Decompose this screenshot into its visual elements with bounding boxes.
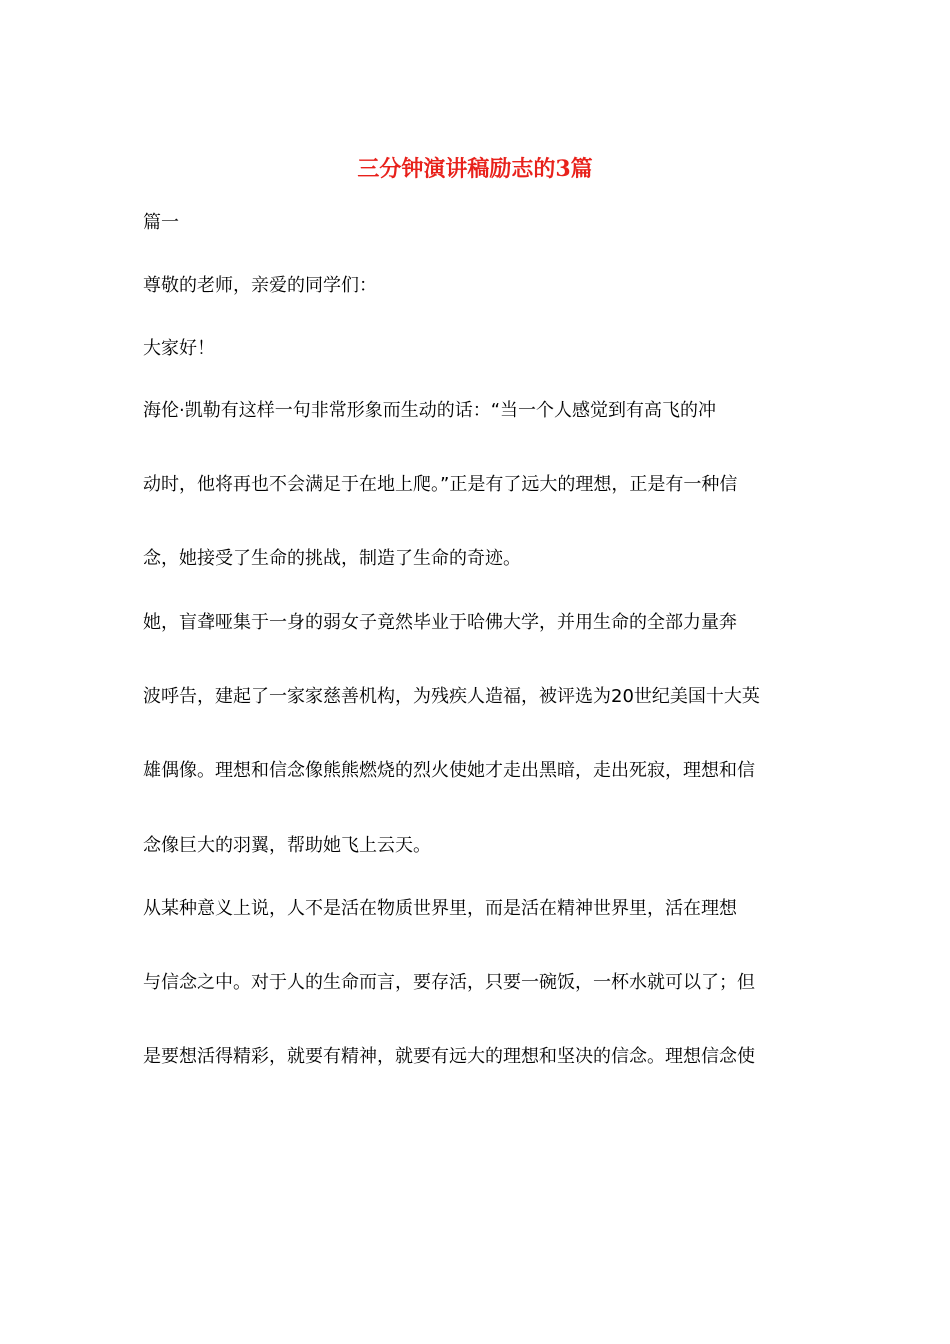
paragraph-line: 动时，他将再也不会满足于在地上爬。”正是有了远大的理想，正是有一种信 xyxy=(143,474,738,495)
paragraph-line: 与信念之中。对于人的生命而言，要存活，只要一碗饭，一杯水就可以了；但 xyxy=(143,972,755,993)
paragraph-line: 从某种意义上说，人不是活在物质世界里，而是活在精神世界里，活在理想 xyxy=(143,898,737,919)
salutation-line: 尊敬的老师，亲爱的同学们： xyxy=(143,275,377,296)
greeting-line: 大家好！ xyxy=(143,338,215,359)
document-title: 三分钟演讲稿励志的3篇 xyxy=(357,156,593,182)
paragraph-line: 雄偶像。理想和信念像熊熊燃烧的烈火使她才走出黑暗，走出死寂，理想和信 xyxy=(143,760,755,781)
paragraph-line: 念，她接受了生命的挑战，制造了生命的奇迹。 xyxy=(143,548,521,569)
section-heading: 篇一 xyxy=(143,212,179,233)
paragraph-line: 她，盲聋哑集于一身的弱女子竟然毕业于哈佛大学，并用生命的全部力量奔 xyxy=(143,612,737,633)
paragraph-line: 波呼告，建起了一家家慈善机构，为残疾人造福，被评选为20世纪美国十大英 xyxy=(143,686,760,707)
paragraph-line: 是要想活得精彩，就要有精神，就要有远大的理想和坚决的信念。理想信念使 xyxy=(143,1046,755,1067)
paragraph-line: 海伦·凯勒有这样一句非常形象而生动的话：“当一个人感觉到有高飞的冲 xyxy=(143,400,717,421)
paragraph-line: 念像巨大的羽翼，帮助她飞上云天。 xyxy=(143,835,431,856)
